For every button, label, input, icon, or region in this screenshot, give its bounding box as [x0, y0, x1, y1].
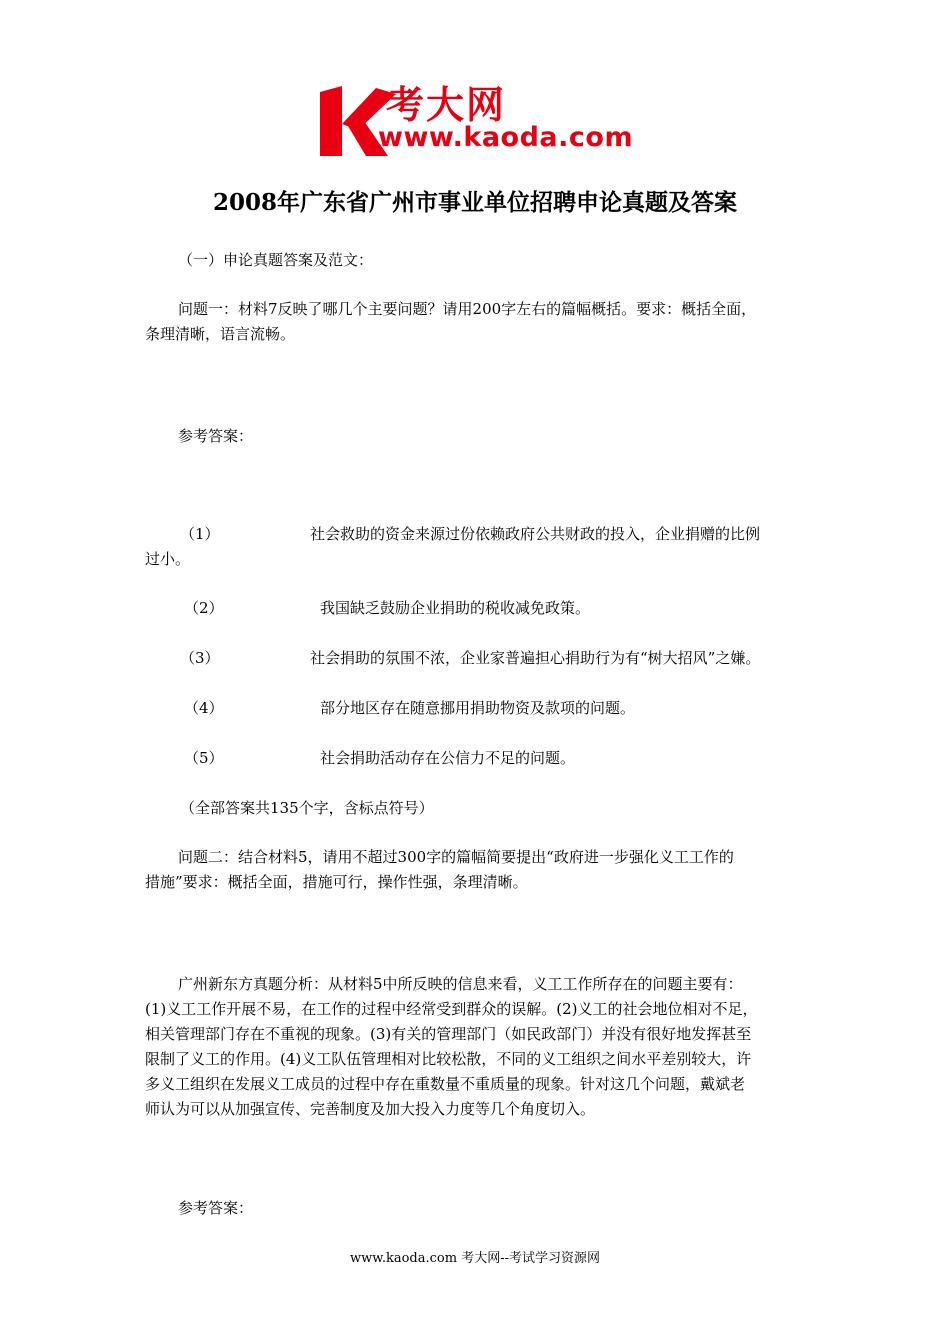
- answer-2-text: 我国缺乏鼓励企业捐助的税收减免政策。: [320, 599, 591, 617]
- analysis-paragraph: [145, 972, 815, 1122]
- answer-2-number: （2）: [184, 599, 224, 617]
- answer-3-text: 社会捐助的氛围不浓，企业家普遍担心捐助行为有“树大招风”之嫌。: [310, 649, 761, 667]
- question-1-line-2: 条理清晰，语言流畅。: [145, 325, 296, 343]
- analysis-line-5: 多义工组织在发展义工成员的过程中存在重数量不重质量的现象。针对这几个问题，戴斌老: [145, 1075, 746, 1093]
- question-1-line-1: 问题一：材料7反映了哪几个主要问题？请用200字左右的篇幅概括。要求：概括全面，: [178, 300, 757, 318]
- logo-brand-cn: 考大网: [386, 83, 507, 127]
- question-2: [145, 845, 815, 895]
- logo-brand-url: www.kaoda.com: [378, 122, 634, 153]
- answer-3-number: （3）: [180, 649, 220, 667]
- answer-1-text: 社会救助的资金来源过份依赖政府公共财政的投入，企业捐赠的比例: [310, 525, 761, 543]
- answer-5-text: 社会捐助活动存在公信力不足的问题。: [320, 749, 576, 767]
- page-footer: www.kaoda.com 考大网--考试学习资源网: [350, 1251, 600, 1266]
- answer-count-note: （全部答案共135个字，含标点符号）: [180, 799, 434, 817]
- question-2-line-2: 措施”要求：概括全面，措施可行，操作性强，条理清晰。: [145, 873, 528, 891]
- analysis-line-1: 广州新东方真题分析：从材料5中所反映的信息来看，义工工作所存在的问题主要有：: [178, 975, 743, 993]
- section-heading: （一）申论真题答案及范文：: [178, 251, 374, 269]
- analysis-line-4: 限制了义工的作用。(4)义工队伍管理相对比较松散，不同的义工组织之间水平差别较大，许: [145, 1050, 752, 1068]
- question-1: [145, 297, 815, 347]
- page-title: 2008年广东省广州市事业单位招聘申论真题及答案: [212, 189, 737, 216]
- answer-1-text-cont: 过小。: [145, 550, 191, 568]
- analysis-line-6: 师认为可以从加强宣传、完善制度及加大投入力度等几个角度切入。: [145, 1100, 596, 1118]
- answer-1-number: （1）: [180, 525, 220, 543]
- analysis-line-2: (1)义工工作开展不易，在工作的过程中经常受到群众的误解。(2)义工的社会地位相对不足，: [145, 1000, 758, 1018]
- answer-5-number: （5）: [184, 749, 224, 767]
- analysis-line-3: 相关管理部门存在不重视的现象。(3)有关的管理部门（如民政部门）并没有很好地发挥甚至: [145, 1025, 752, 1043]
- answer-label-1: 参考答案：: [178, 427, 254, 445]
- answer-4-text: 部分地区存在随意挪用捐助物资及款项的问题。: [320, 699, 636, 717]
- answer-label-2: 参考答案：: [178, 1199, 254, 1217]
- site-logo: [318, 78, 638, 160]
- question-2-line-1: 问题二：结合材料5，请用不超过300字的篇幅简要提出“政府进一步强化义工工作的: [178, 848, 734, 866]
- answer-4-number: （4）: [184, 699, 224, 717]
